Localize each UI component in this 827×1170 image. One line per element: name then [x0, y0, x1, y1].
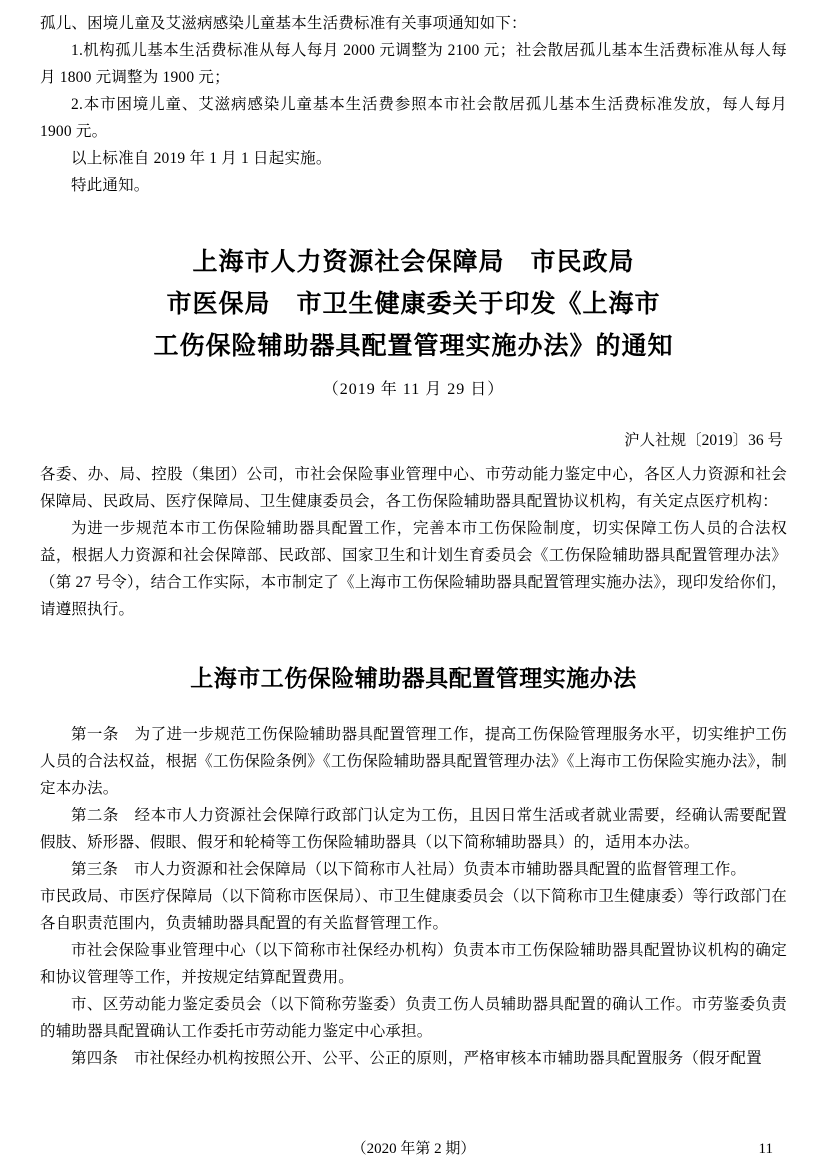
notice-body: 为进一步规范本市工伤保险辅助器具配置工作，完善本市工伤保险制度，切实保障工伤人员的合法权益，根据人力资源和社会保障部、民政部、国家卫生和计划生育委员会《工伤保险辅助器具配置管理办法》（第 27 号令），结合工作实际，本市制定了《上海市工伤保险辅助器具配置管理实施办法》，现印发给你们，请遵照执行。 — [40, 520, 787, 618]
footer-issue: （2020 年第 2 期） — [351, 1141, 476, 1157]
article-1 — [40, 721, 787, 802]
top-section — [40, 10, 787, 199]
notice-title — [40, 241, 787, 367]
article-3-extra: 市社会保险事业管理中心（以下简称市社保经办机构）负责本市工伤保险辅助器具配置协议机构的确定和协议管理等工作，并按规定结算配置费用。 — [40, 942, 787, 986]
article-2 — [40, 802, 787, 856]
article-3-extra: 市民政局、市医疗保障局（以下简称市医保局）、市卫生健康委员会（以下简称市卫生健康委）等行政部门在各自职责范围内，负责辅助器具配置的有关监督管理工作。 — [40, 888, 787, 932]
paragraph: 2.本市困境儿童、艾滋病感染儿童基本生活费参照本市社会散居孤儿基本生活费标准发放，每人每月 1900 元。 — [40, 96, 787, 140]
paragraph: 1.机构孤儿基本生活费标准从每人每月 2000 元调整为 2100 元；社会散居孤儿基本生活费标准从每人每月 1800 元调整为 1900 元； — [40, 42, 787, 86]
article-text: 市社保经办机构按照公开、公平、公正的原则，严格审核本市辅助器具配置服务（假牙配置 — [133, 1050, 762, 1067]
article-text: 为了进一步规范工伤保险辅助器具配置管理工作，提高工伤保险管理服务水平，切实维护工伤人员的合法权益，根据《工伤保险条例》《工伤保险辅助器具配置管理办法》《上海市工伤保险实施办法》，制定本办法。 — [40, 726, 787, 797]
paragraph: 孤儿、困境儿童及艾滋病感染儿童基本生活费标准有关事项通知如下： — [40, 15, 527, 32]
article-4 — [40, 1045, 787, 1072]
article-label: 第二条 — [71, 806, 119, 824]
article-label: 第四条 — [71, 1049, 119, 1067]
paragraph: 以上标准自 2019 年 1 月 1 日起实施。 — [71, 150, 332, 167]
page-footer — [40, 1138, 787, 1160]
measures-title: 上海市工伤保险辅助器具配置管理实施办法 — [190, 666, 637, 692]
article-label: 第三条 — [71, 860, 119, 878]
article-label: 第一条 — [71, 725, 119, 743]
article-3 — [40, 856, 787, 883]
notice-title-line: 工伤保险辅助器具配置管理实施办法》的通知 — [153, 331, 674, 360]
paragraph: 特此通知。 — [71, 177, 150, 194]
notice-title-line: 市医保局 市卫生健康委关于印发《上海市 — [166, 289, 661, 318]
article-3-extra: 市、区劳动能力鉴定委员会（以下简称劳鉴委）负责工伤人员辅助器具配置的确认工作。市劳鉴委负责的辅助器具配置确认工作委托市劳动能力鉴定中心承担。 — [40, 996, 787, 1040]
notice-date: （2019 年 11 月 29 日） — [322, 381, 505, 398]
notice-recipients: 各委、办、局、控股（集团）公司，市社会保险事业管理中心、市劳动能力鉴定中心，各区人力资源和社会保障局、民政局、医疗保障局、卫生健康委员会，各工伤保险辅助器具配置协议机构，有关定点医疗机构： — [40, 466, 787, 510]
document-number: 沪人社规〔2019〕36 号 — [624, 432, 783, 449]
footer-page-number: 11 — [758, 1141, 773, 1157]
article-text: 经本市人力资源社会保障行政部门认定为工伤，且因日常生活或者就业需要，经确认需要配置假肢、矫形器、假眼、假牙和轮椅等工伤保险辅助器具（以下简称辅助器具）的，适用本办法。 — [40, 807, 787, 851]
article-text: 市人力资源和社会保障局（以下简称市人社局）负责本市辅助器具配置的监督管理工作。 — [133, 861, 747, 878]
notice-title-line: 上海市人力资源社会保障局 市民政局 — [192, 247, 635, 276]
